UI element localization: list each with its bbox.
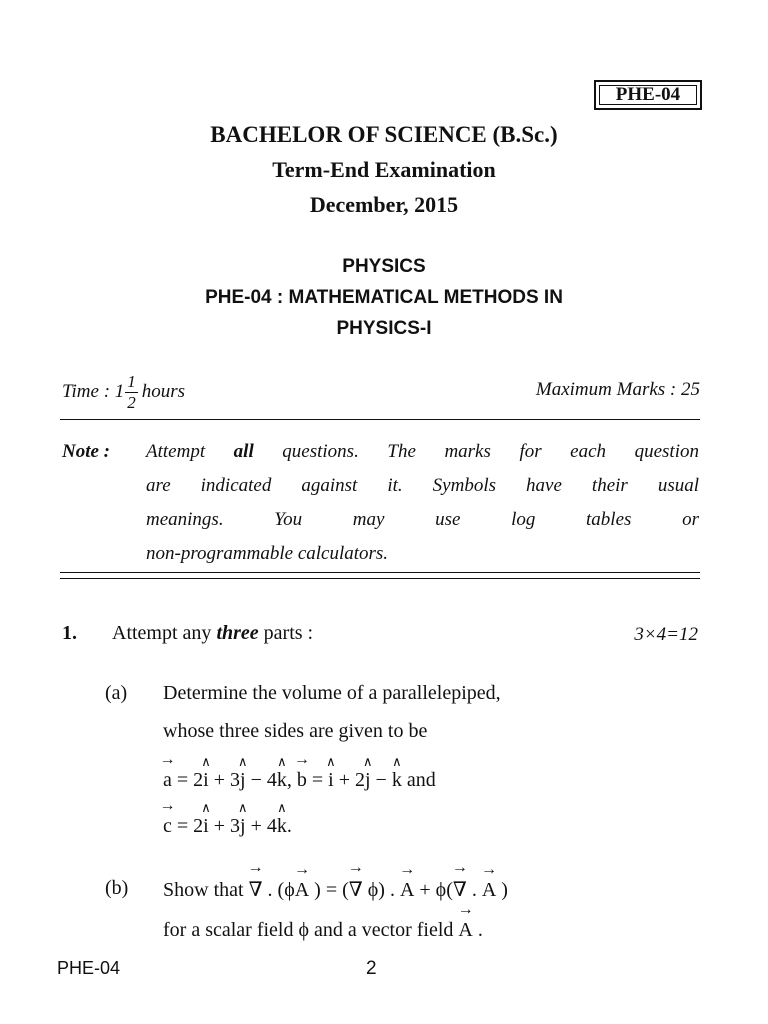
question-instruction	[112, 622, 313, 645]
time-fraction	[125, 372, 138, 413]
vector-A: → A	[295, 879, 309, 902]
footer-paper-code: PHE-04	[57, 958, 121, 978]
eq-text: . (ϕ	[262, 879, 295, 901]
unit-j: ∧ j	[240, 815, 246, 838]
divider-top	[60, 419, 700, 420]
eq-text: + 3	[208, 769, 241, 791]
note-line-1-end: questions. The marks for each question	[253, 441, 699, 462]
eq-text: − 4	[245, 769, 277, 791]
paper-code: PHE-04	[599, 85, 697, 105]
eq-text: + 2	[333, 769, 365, 791]
degree-title: BACHELOR OF SCIENCE (B.Sc.)	[210, 122, 558, 147]
vector-A: → A	[400, 879, 414, 902]
eq-text: and	[401, 769, 436, 791]
note-emphasis: all	[233, 441, 254, 462]
course-title-line1: PHE-04 : MATHEMATICAL METHODS IN	[205, 287, 563, 308]
vector-A: → A	[458, 919, 472, 942]
part-a-line-2: whose three sides are given to be	[163, 720, 428, 742]
unit-j: ∧ j	[365, 769, 371, 792]
unit-k: ∧ k	[392, 769, 402, 792]
eq-text: .	[472, 919, 483, 941]
part-b-label: (b)	[105, 877, 129, 899]
eq-text: + 4	[245, 815, 277, 837]
eq-text: for a scalar field ϕ and a vector field	[163, 919, 459, 941]
unit-k: ∧ k	[277, 769, 287, 792]
exam-title: Term-End Examination	[272, 157, 496, 182]
vector-b: → b	[297, 769, 307, 792]
vector-A: → A	[482, 879, 496, 902]
maximum-marks: Maximum Marks : 25	[535, 379, 700, 400]
unit-i: ∧ i	[203, 769, 209, 792]
question-instruction-end: parts :	[258, 622, 314, 644]
note-line-2: are indicated against it. Symbols have their usual	[146, 475, 699, 496]
session-title: December, 2015	[309, 192, 459, 217]
note-label: Note :	[62, 441, 111, 462]
eq-text: + ϕ(	[414, 879, 453, 901]
question-marks: 3×4=12	[634, 624, 698, 645]
eq-text: ϕ) .	[362, 879, 400, 901]
divider-double-2	[60, 578, 700, 579]
eq-text: −	[370, 769, 392, 791]
time-unit: hours	[141, 380, 186, 402]
question-instruction-emphasis: three	[216, 622, 259, 644]
eq-text: )	[496, 879, 508, 901]
nabla-operator: → ∇	[453, 877, 467, 902]
subject-title: PHYSICS	[342, 256, 426, 277]
eq-text: ,	[286, 769, 297, 791]
unit-k: ∧ k	[277, 815, 287, 838]
nabla-operator: → ∇	[249, 877, 263, 902]
unit-i: ∧ i	[203, 815, 209, 838]
eq-text: =	[306, 769, 329, 791]
question-instruction-start: Attempt any	[112, 622, 217, 644]
unit-j: ∧ j	[240, 769, 246, 792]
part-a-line-1: Determine the volume of a parallelepiped,	[163, 682, 501, 704]
vector-a: → a	[163, 769, 172, 792]
time-fraction-denominator: 2	[127, 393, 136, 412]
eq-text: ) = (	[309, 879, 349, 901]
eq-text: .	[466, 879, 482, 901]
note-line-1	[146, 441, 699, 463]
eq-text: = 2	[171, 815, 204, 837]
part-b-line-1	[163, 877, 508, 902]
unit-i: ∧ i	[328, 769, 334, 792]
note-line-1-start: Attempt	[146, 441, 234, 462]
part-a-label: (a)	[105, 682, 128, 704]
course-title-line2: PHYSICS-I	[336, 318, 432, 339]
time-label: Time : 1	[62, 380, 125, 402]
eq-text: .	[286, 815, 292, 837]
nabla-operator: → ∇	[349, 877, 363, 902]
question-number: 1.	[62, 622, 77, 644]
note-line-3: meanings. You may use log tables or	[146, 509, 699, 530]
time-fraction-numerator: 1	[127, 372, 136, 391]
divider-double-1	[60, 572, 700, 573]
eq-text: = 2	[171, 769, 204, 791]
part-a-equation-1	[163, 769, 436, 792]
eq-text: Show that	[163, 879, 249, 901]
part-a-equation-2	[163, 815, 292, 838]
part-b-line-2	[163, 919, 483, 942]
time-allowed	[62, 372, 185, 413]
page-number: 2	[366, 958, 377, 979]
paper-code-box	[594, 80, 702, 110]
note-line-4: non-programmable calculators.	[146, 543, 389, 564]
vector-c: → c	[163, 815, 172, 838]
eq-text: + 3	[208, 815, 241, 837]
